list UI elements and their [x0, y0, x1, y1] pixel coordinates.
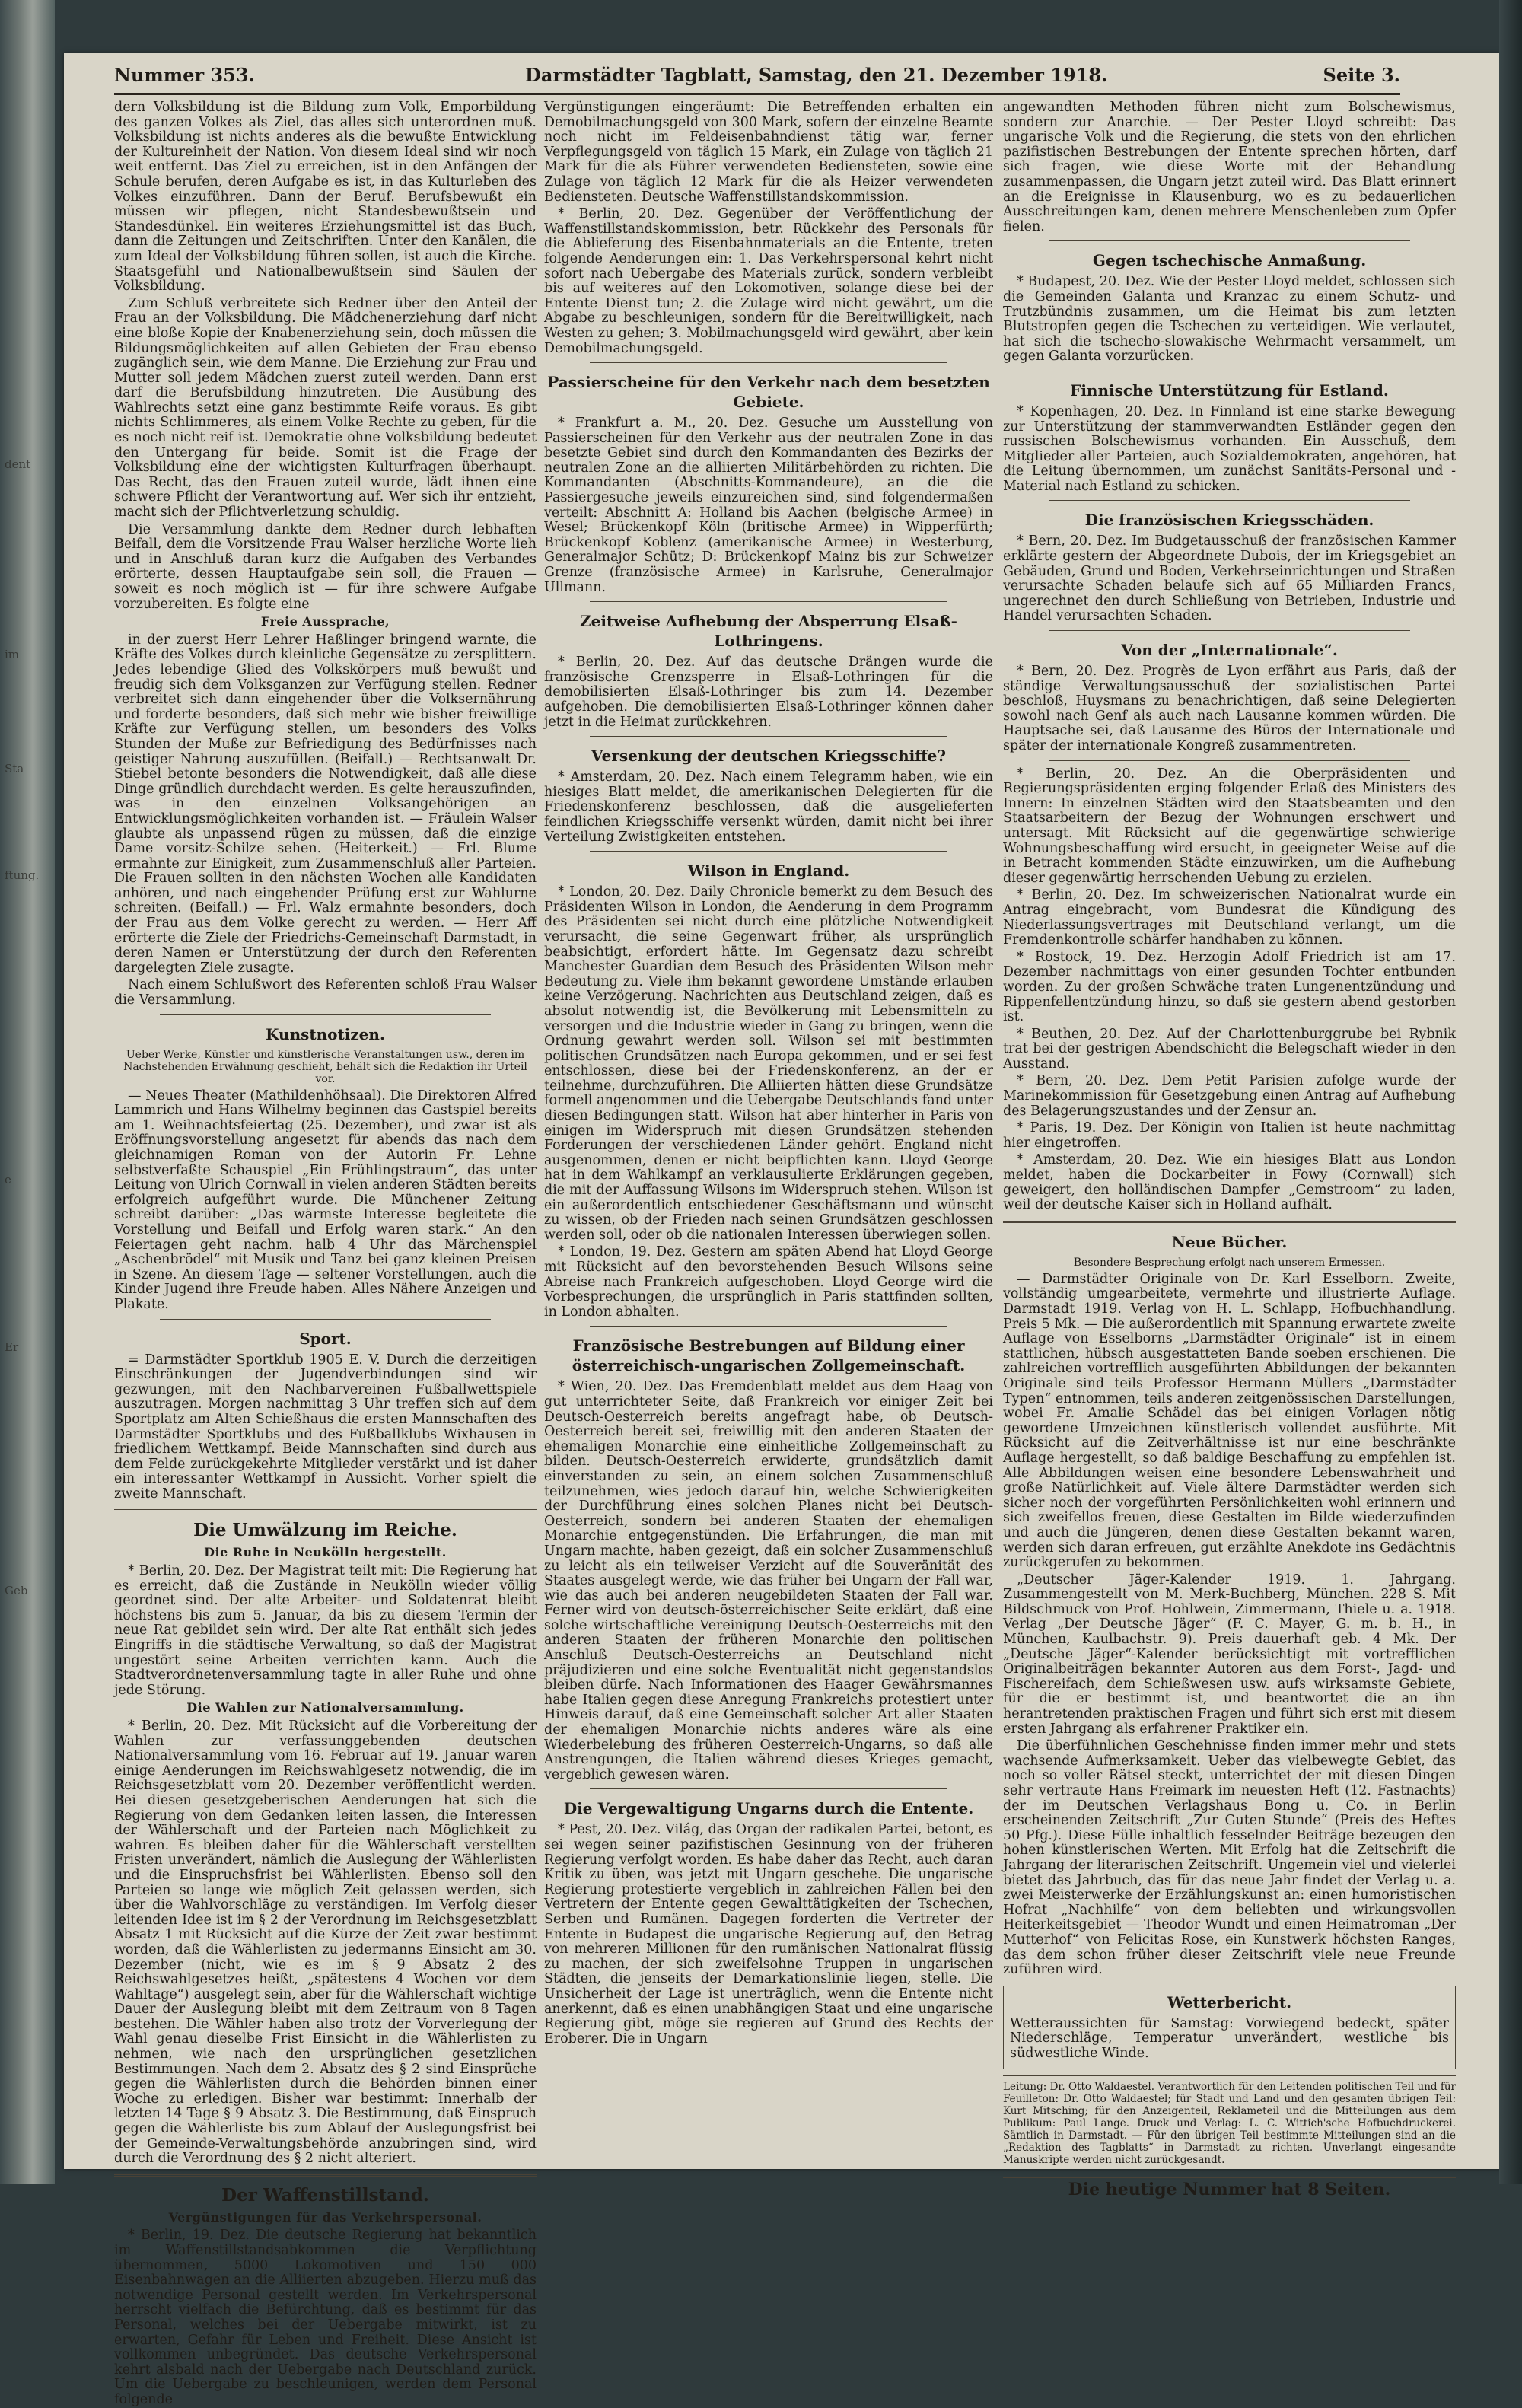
divider [590, 1788, 947, 1789]
divider [1049, 630, 1410, 631]
section-subheading: Die Ruhe in Neukölln hergestellt. [204, 1545, 447, 1560]
divider [1003, 1221, 1456, 1223]
section-heading-kriegsschaeden: Die französischen Kriegsschäden. [1084, 511, 1374, 530]
news-item: * Berlin, 20. Dez. An die Oberpräsidenten und Regierungspräsidenten erging folgender Erlaß des Ministers des Innern: In einzelnen Städten wird den Staatsbeamten und den Staatsarbeitern der Bezug der Wohnungen erschwert und untersagt. Mit Rücksicht auf die gegenwärtige schwierige Wohnungsbeschaffung wird ersucht, in geeigneter Weise auf die in Betracht kommenden Städte einzuwirken, um die Aufhebung dieser gegenwärtig herrschenden Uebung zu erzielen. [1003, 766, 1456, 886]
section-heading-ungarn: Die Vergewaltigung Ungarns durch die Entente. [563, 1799, 974, 1818]
section-subheading: Die Wahlen zur Nationalversammlung. [186, 1700, 464, 1715]
section-subheading: Freie Aussprache, [260, 614, 390, 629]
article-paragraph: * Bern, 20. Dez. Progrès de Lyon erfährt aus Paris, daß der ständige Verwaltungsausschuß der sozialistischen Partei beschloß, Huysmans zu benachrichtigen, daß seine Delegierten sowohl nach Genf als auch nach Lausanne kommen würden. Die Hauptsache sei, daß Lausanne des Büros der Internationale und später der internationale Kongreß zusammentreten. [1003, 664, 1456, 753]
article-paragraph: = Darmstädter Sportklub 1905 E. V. Durch die derzeitigen Einschränkungen der Jugendverbindungen sind wir gezwungen, mit den Nachbarvereinen Fußballwettspiele auszutragen. Morgen nachmittag 3 Uhr treffen sich auf dem Sportplatz am Alten Schießhaus die ersten Mannschaften des Darmstädter Sportklubs und des Fußballklubs Wixhausen in friedlichem Wettkampf. Beide Mannschaften sind durch aus dem Felde zurückgekehrte Mitglieder verstärkt und ist daher ein interessanter Wettkampf in Aussicht. Vorher spielt die zweite Mannschaft. [114, 1352, 537, 1502]
column-1 [114, 100, 537, 2407]
edge-fragment: im [5, 648, 20, 661]
editorial-note: Ueber Werke, Künstler und künstlerische Veranstaltungen usw., deren im Nachstehenden Erwähnung geschieht, behält sich die Redaktion ihr Urteil vor. [123, 1048, 527, 1085]
page-number: Seite 3. [1323, 64, 1400, 86]
article-paragraph: Nach einem Schlußwort des Referenten schloß Frau Walser die Versammlung. [114, 977, 537, 1008]
article-paragraph: * London, 19. Dez. Gestern am späten Abend hat Lloyd George mit Rücksicht auf den bevorstehenden Besuch Wilsons seine Abreise nach Frankreich aufgeschoben. Lloyd George wird die Vorbesprechungen, die ursprünglich in Paris stattfinden sollten, in London abhalten. [544, 1244, 993, 1320]
book-review: „Deutscher Jäger-Kalender 1919. 1. Jahrgang. Zusammengestellt von M. Merk-Buchberg, München. 228 S. Mit Bildschmuck von Prof. Hohlwein, Zimmermann, Thiele u. a. 1918. Verlag „Der Deutsche Jäger“ (F. C. Mayer, G. m. b. H., in München, Kaulbachstr. 9). Preis dauerhaft geb. 4 Mk. Der „Deutsche Jäger“-Kalender berücksichtigt mit vortrefflichen Originalbeiträgen bekannter Autoren aus dem Forst-, Jagd- und Fischereifach, dem Schießwesen usw. aufs wirksamste Gebiete, für die er bestimmt ist, und beantwortet die an ihn herantretenden praktischen Fragen und führt sich erst mit diesem ersten Jahrgang als erfahrener Praktiker ein. [1003, 1572, 1456, 1737]
article-paragraph: — Neues Theater (Mathildenhöhsaal). Die Direktoren Alfred Lammrich und Hans Wilhelmy beginnen das Gastspiel bereits am 1. Weihnachtsfeiertag (25. Dezember), und zwar ist als Eröffnungsvorstellung angesetzt für abends das nach dem gleichnamigen Roman von der Autorin Fr. Lehne selbstverfaßte Schauspiel „Ein Frühlingstraum“, das unter Leitung von Ulrich Cornwall in vielen anderen Städten bereits erfolgreich aufgeführt wurde. Die Münchener Zeitung schreibt darüber: „Das wärmste Interesse begleitete die Vorstellung und Beifall und Erfolg waren stark.“ An den Feiertagen geht nachm. halb 4 Uhr das Märchenspiel „Aschenbrödel“ mit Musik und Tanz bei ganz kleinen Preisen in Szene. An diesem Tage — seltener Vorstellungen, auch die Kinder Jugend ihre Freude haben. Alles Nähere Anzeigen und Plakate. [114, 1088, 537, 1312]
article-paragraph: in der zuerst Herr Lehrer Haßlinger bringend warnte, die Kräfte des Volkes durch kleinliche Gegensätze zu zersplittern. Jedes lebendige Glied des Volkskörpers muß bewußt und freudig sich dem Volksganzen zur Verfügung stellen. Redner verbreitet sich dann eingehender über die Volksernährung und forderte besonders, daß sich mehr wie bisher freiwillige Kräfte zur Verfügung stellen, um besonders des Volks Stunden der Muße zur Befriedigung des Bedürfnisses nach geistiger Nahrung auszufüllen. (Beifall.) — Rechtsanwalt Dr. Stiebel betonte besonders die Notwendigkeit, daß alle diese Dinge gründlich durchdacht werden. Es gelte herauszufinden, was in den einzelnen Volksangehörigen an Entwicklungsmöglichkeiten vorhanden ist. — Fräulein Walser glaubte als unpassend rügen zu müssen, daß die einzige Dame vorsitz-Schilze sehen. (Heiterkeit.) — Frl. Blume ermahnte zur Einigkeit, zum Zusammenschluß aller Parteien. Die Frauen sollten in den nächsten Wochen alle Kandidaten anhören, und nach eingehender Prüfung erst zur Wahlurne schreiten. (Beifall.) — Frl. Walz ermahnte besonders, doch der Frau aus dem Volke gerecht zu werden. — Herr Aff erörterte die Ziele der Friedrichs-Gemeinschaft Darmstadt, in deren Namen er Unterstützung der durch den Referenten dargelegten Ziele zusagte. [114, 632, 537, 976]
article-paragraph: Zum Schluß verbreitete sich Redner über den Anteil der Frau an der Volksbildung. Die Mädchenerziehung darf nicht eine bloße Kopie der Knabenerziehung sein, doch müssen die Bildungsmöglichkeiten auf allen Gebieten der Frau ebenso zugänglich sein, wie dem Manne. Die Erziehung zur Frau und Mutter soll jedem Mädchen zuerst zuteil werden. Dann erst darf die Berufsbildung hinzutreten. Die Ausübung des Wahlrechts setzt eine ganz bestimmte Reife voraus. Es gibt nichts Schlimmeres, als einem Volke Rechte zu geben, für die es noch nicht reif ist. Demokratie ohne Volksbildung bedeutet den Untergang für beide. Somit ist die Frage der Volksbildung eine der wichtigsten Kulturfragen überhaupt. Das Recht, das den Frauen zuteil wurde, lädt ihnen eine schwere Pflicht der Verantwortung auf. Wer sich ihr entzieht, macht sich der Pflichtverletzung schuldig. [114, 295, 537, 521]
article-paragraph: * Berlin, 20. Dez. Der Magistrat teilt mit: Die Regierung hat es erreicht, daß die Zustände in Neukölln wieder völlig geordnet sind. Der alte Arbeiter- und Soldatenrat bleibt höchstens bis zum 5. Januar, da bis zu diesem Termin der neue Rat gebildet sein wird. Der alte Rat enthält sich jedes Eingriffs in die städtische Verwaltung, so daß der Magistrat ungestört seine Arbeiten verrichten kann. Auch die Stadtverordnetenversammlung tagte in aller Ruhe und ohne jede Störung. [114, 1563, 537, 1698]
divider [590, 851, 947, 852]
weather-text: Wetteraussichten für Samstag: Vorwiegend bedeckt, später Niederschläge, Temperatur unverändert, westliche bis südwestliche Winde. [1010, 2015, 1449, 2061]
article-paragraph: * Berlin, 20. Dez. Gegenüber der Veröffentlichung der Waffenstillstandskommission, betr. Rückkehr des Personals für die Ablieferung des Eisenbahnmaterials an die Entente, treten folgende Aenderungen ein: 1. Das Verkehrspersonal kehrt nicht sofort nach Uebergabe des Materials zurück, sondern verbleibt bis auf weiteres auf den Lokomotiven, solange diese bei der Entente Dienst tun; 2. die Zulage wird nicht gewährt, um die Abgabe zu beschleunigen, sondern für die Bereitwilligkeit, nach Westen zu gehen; 3. Mobilmachungsgeld wird gewährt, aber kein Demobilmachungsgeld. [544, 206, 993, 356]
section-heading-internationale: Von der „Internationale“. [1121, 641, 1338, 660]
section-heading-kriegsschiffe: Versenkung der deutschen Kriegsschiffe? [591, 747, 947, 766]
issue-number: Nummer 353. [114, 64, 255, 86]
adjacent-page-edge [0, 0, 55, 2184]
edge-fragment: Er [5, 1340, 19, 1354]
edge-fragment: Geb [5, 1584, 28, 1597]
divider [160, 1014, 491, 1015]
news-item: * Paris, 19. Dez. Der Königin von Italien ist heute nachmittag hier eingetroffen. [1003, 1120, 1456, 1151]
article-paragraph: * Berlin, 20. Dez. Mit Rücksicht auf die Vorbereitung der Wahlen zur verfassunggebenden deutschen Nationalversammlung vom 16. Februar auf 19. Januar waren einige Aenderungen im Reichswahlgesetz notwendig, die im Reichsgesetzblatt vom 20. Dezember veröffentlicht werden. Bei diesen gesetzgeberischen Aenderungen hat sich die Regierung von dem Gedanken leiten lassen, die Interessen der Wählerschaft und der Parteien nach Möglichkeit zu wahren. Es bleiben daher für die Wählerschaft verstellten Fristen unverändert, nämlich die Auslegung der Wählerlisten und die Einspruchsfrist bei Wählerlisten. Ebenso soll den Parteien so lange wie möglich Zeit gelassen werden, sich über die Wahlvorschläge zu verständigen. Im Verfolg dieser leitenden Idee ist im § 2 der Verordnung im Reichsgesetzblatt Absatz 1 mit Rücksicht auf die Kürze der Zeit zwar bestimmt worden, daß die Wählerlisten zu jedermanns Einsicht am 30. Dezember (nicht, wie es im § 9 Absatz 2 des Reichswahlgesetzes heißt, „spätestens 4 Wochen vor dem Wahltage“) ausgelegt sein, aber für die Wählerschaft wichtige Dauer der Auslegung bleibt mit dem Zeitraum von 8 Tagen bestehen. Die Wähler haben also trotz der Vorverlegung der Wahl genau dieselbe Frist Einsicht in die Wählerlisten zu nehmen, wie nach den ursprünglichen gesetzlichen Bestimmungen. Nach dem 2. Absatz des § 2 sind Einsprüche gegen die Wählerlisten durch die Behörden binnen einer Woche zu erledigen. Bisher war bestimmt: Innerhalb der letzten 14 Tage § 9 Absatz 3. Die Bestimmung, daß Einspruch gegen die Wählerliste bis zum Ablauf der Auslegungsfrist bei der Gemeinde-Verwaltungsbehörde anzubringen sind, wird durch die Verordnung des § 2 nicht alteriert. [114, 1718, 537, 2167]
article-paragraph: dern Volksbildung ist die Bildung zum Volk, Emporbildung des ganzen Volkes als Ziel, das alles sich unterordnen muß. Volksbildung ist nichts anderes als die bewußte Entwicklung der Kultureinheit der Nation. Von diesem Ideal sind wir noch weit entfernt. Das Ziel zu erreichen, ist in den Anfängen der Schule berufen, deren Aufgabe es ist, in das Kulturleben des Volkes einzuführen. Dann der Beruf. Berufsbewußt ein müssen wir pflegen, nicht Standesbewußtsein und Standesdünkel. Ein weiteres Erziehungsmittel ist das Buch, dann die Zeitungen und Zeitschriften. Unter den Kanälen, die zum Ideal der Volksbildung führen sollen, ist auch die Kirche. Staatsgefühl und Nationalbewußtsein sind Säulen der Volksbildung. [114, 100, 537, 295]
news-item: * Beuthen, 20. Dez. Auf der Charlottenburggrube bei Rybnik trat bei der gestrigen Abendschicht die Belegschaft wieder in den Ausstand. [1003, 1026, 1456, 1072]
news-item: * Rostock, 19. Dez. Herzogin Adolf Friedrich ist am 17. Dezember nachmittags von einer gesunden Tochter entbunden worden. Zu der großen Schwäche traten Lungenentzündung und Rippenfellentzündung hinzu, so daß sie gestern abend gestorben ist. [1003, 949, 1456, 1025]
article-paragraph: * Kopenhagen, 20. Dez. In Finnland ist eine starke Bewegung zur Unterstützung der stammverwandten Estländer gegen den russischen Bolschewismus vorhanden. Ein Ausschuß, dem Mitglieder aller Parteien, auch Sozialdemokraten, angehören, hat die Leitung übernommen, um zunächst Sanitäts-Personal und -Material nach Estland zu schicken. [1003, 403, 1456, 494]
page-header [114, 59, 1400, 95]
section-heading-wilson: Wilson in England. [687, 862, 850, 881]
section-heading-passierscheine: Passierscheine für den Verkehr nach dem besetzten Gebiete. [547, 373, 990, 412]
article-paragraph: * Berlin, 20. Dez. Auf das deutsche Drängen wurde die französische Grenzsperre in Elsaß-Lothringen für die demobilisierten Elsaß-Lothringer bis zum 14. Dezember aufgehoben. Die demobilisierten Elsaß-Lothringer können daher jetzt in die Heimat zurückkehren. [544, 655, 993, 730]
section-heading-waffenstillstand: Der Waffenstillstand. [221, 2184, 429, 2206]
article-paragraph: * Amsterdam, 20. Dez. Nach einem Telegramm haben, wie ein hiesiges Blatt meldet, die amerikanischen Delegierten für die Friedenskonferenz beschlossen, daß die ausgelieferten feindlichen Kriegsschiffe versenkt würden, damit nicht bei ihrer Verteilung Zwistigkeiten entstehen. [544, 769, 993, 845]
article-paragraph: * Bern, 20. Dez. Im Budgetausschuß der französischen Kammer erklärte gestern der Abgeordnete Dubois, der im Kriegsgebiet an Gebäuden, Grund und Boden, Verkehrseinrichtungen und Straßen verursachte Schaden belaufe sich auf 65 Milliarden Francs, ungerechnet den durch Schließung von Betrieben, Industrie und Handel verursachten Schaden. [1003, 534, 1456, 624]
article-paragraph: Die Versammlung dankte dem Redner durch lebhaften Beifall, dem die Vorsitzende Frau Walser herzliche Worte lieh und in Anschluß daran kurz die Aufgaben des Verbandes erörterte, dessen Hauptaufgabe sein soll, die Frauen — soweit es noch möglich ist — für ihre schwere Aufgabe vorzubereiten. Es folgte eine [114, 521, 537, 612]
section-heading-wetter: Wetterbericht. [1167, 1992, 1292, 2011]
divider [590, 362, 947, 363]
edge-fragment: ftung. [5, 868, 40, 882]
edge-fragment: e [5, 1173, 11, 1186]
editorial-note: Besondere Besprechung erfolgt nach unserem Ermessen. [1073, 1256, 1386, 1269]
section-heading-elsass: Zeitweise Aufhebung der Absperrung Elsaß-Lothringens. [580, 612, 957, 651]
divider [590, 736, 947, 737]
news-item: * Amsterdam, 20. Dez. Wie ein hiesiges Blatt aus London meldet, haben die Dockarbeiter in Fowy (Cornwall) sich geweigert, den holländischen Dampfer „Gemstroom“ zu laden, weil der deutsche Kaiser sich in Holland aufhält. [1003, 1152, 1456, 1213]
book-review: Die überfühnlichen Geschehnisse finden immer mehr und stets wachsende Aufmerksamkeit. Ueber das vielbewegte Gebiet, das noch so voller Rätsel steckt, unterrichtet der mit diesen Dingen sehr vertraute Hans Freimark im neuesten Heft (12. Fastnachts) der im Deutschen Verlagshaus Bong u. Co. in Berlin erscheinenden Zeitschrift „Zur Guten Stunde“ (Preis des Heftes 50 Pfg.). Diese Fülle inhaltlich fesselnder Beiträge bezeugen den hohen künstlerischen Werten. Mit Erfolg hat die Zeitschrift die Jahrgang der literarischen Zeitschrift. Ungemein viel und vielerlei bietet das Jahrbuch, das für das neue Jahr findet der Verlag u. a. zwei Meisterwerke der Erzählungskunst an: einen humoristischen Hofrat „Nachhilfe“ von dem beliebten und wirkungsvollen Heiterkeitsgebiet — Theodor Wundt und einen Heimatroman „Der Mutterhof“ von Felicitas Rose, ein Kunstwerk höchsten Ranges, das dem schon früher dieser Zeitschrift viele neue Freunde zuführen wird. [1003, 1738, 1456, 1978]
section-subheading: Vergünstigungen für das Verkehrspersonal. [168, 2209, 482, 2225]
article-paragraph: * Frankfurt a. M., 20. Dez. Gesuche um Ausstellung von Passierscheinen für den Verkehr aus der neutralen Zone in das besetzte Gebiet sind durch den Kommandanten des Bezirks der neutralen Zone an die alliierten Militärbehörden zu richten. Die Kommandanten (Abschnitts-Kommandeure), an die die Passiergesuche jeweils einzureichen sind, sind folgendermaßen verteilt: Abschnitt A: Holland bis Aachen (belgische Armee) in Wesel; Brückenkopf Köln (britische Armee) in Wipperfürth; Brückenkopf Koblenz (amerikanische Armee) in Westerburg, Generalmajor Schütz; D: Brückenkopf Mainz bis zur Schweizer Grenze (französische Armee) in Karlsruhe, Generalmajor Ullmann. [544, 416, 993, 595]
article-paragraph: * Pest, 20. Dez. Világ, das Organ der radikalen Partei, betont, es sei wegen seiner pazifistischen Gesinnung von der früheren Regierung verfolgt worden. Es habe daher das Recht, auch daran Kritik zu üben, was jetzt mit Ungarn geschehe. Die ungarische Regierung protestierte vergeblich in zahlreichen Fällen bei den Vertretern der Entente gegen Gewalttätigkeiten der Tschechen, Serben und Rumänen. Dagegen forderten die Vertreter der Entente in Budapest die ungarische Regierung auf, den Betrag von mehreren Millionen für den rumänischen Nationalrat flüssig zu machen, der sich zweifelsohne Truppen in ungarischen Städten, die jenseits der Demarkationslinie liegen, stelle. Die Unsicherheit der Lage ist unerträglich, wenn die Entente nicht anerkennt, daß es einen unabhängigen Staat und eine ungarische Regierung gibt, möge sie regieren auf Grund des Rechts der Eroberer. Die in Ungarn [544, 1822, 993, 2046]
divider [590, 601, 947, 602]
divider [1049, 500, 1410, 501]
section-heading-umwaelzung: Die Umwälzung im Reiche. [193, 1520, 457, 1541]
article-paragraph: angewandten Methoden führen nicht zum Bolschewismus, sondern zur Anarchie. — Der Pester Lloyd schreibt: Das ungarische Volk und die Regierung, die stets von den ehrlichen pazifistischen Bestrebungen der Entente sprechen hörten, darf sich fragen, wie diese Worte mit der Behandlung zusammenpassen, die Ungarn jetzt zuteil wird. Das Blatt erinnert an die Ereignisse in Klausenburg, wo es zu bedauerlichen Ausschreitungen kam, denen mehrere Menschenleben zum Opfer fielen. [1003, 100, 1456, 234]
column-2 [544, 100, 993, 2079]
divider [590, 1326, 947, 1327]
article-paragraph: * Wien, 20. Dez. Das Fremdenblatt meldet aus dem Haag von gut unterrichteter Seite, daß Frankreich vor einiger Zeit bei Deutsch-Oesterreich bereits angefragt habe, ob Deutsch-Oesterreich bereit sei, freiwillig mit den anderen Staaten der ehemaligen Monarchie eine einheitliche Zollgemeinschaft zu bilden. Deutsch-Oesterreich erwiderte, grundsätzlich damit einverstanden zu sein, an einem solchen Zusammenschluß teilzunehmen, wies jedoch darauf hin, welche Schwierigkeiten der Durchführung eines solchen Planes nicht bei Deutsch-Oesterreich, sondern bei anderen Staaten der ehemaligen Monarchie entgegenstünden. Die Erfahrungen, die man mit Ungarn machte, haben gezeigt, daß ein solcher Zusammenschluß zu leicht als ein teilweiser Verzicht auf die Souveränität des Staates ausgelegt werde, wie das früher bei Ungarn der Fall war, wie das auch bei anderen neugebildeten Staaten der Fall war. Ferner wird von deutsch-österreichischer Seite erklärt, daß eine solche wirtschaftliche Vereinigung Deutsch-Oesterreichs mit den anderen Staaten der früheren Monarchie den politischen Anschluß Deutsch-Oesterreichs an Deutschland nicht präjudizieren und eine solche Eventualität nicht gegenstandslos bleiben dürfe. Nach Informationen des Haager Gewährsmannes habe Italien gegen diese Anregung Frankreichs protestiert unter Hinweis darauf, daß eine Gemeinschaft solcher Art aller Staaten der ehemaligen Monarchie nichts anderes wäre als eine Wiederbelebung des früheren Oesterreich-Ungarns, so daß alle Anstrengungen, die Italien während dieses Krieges gemacht, vergeblich gewesen wären. [544, 1379, 993, 1782]
section-heading-zollgemeinschaft: Französische Bestrebungen auf Bildung einer österreichisch-ungarischen Zollgemeinschaft. [572, 1336, 966, 1375]
article-paragraph: * Berlin, 19. Dez. Die deutsche Regierung hat bekanntlich im Waffenstillstandsabkommen die Verpflichtung übernommen, 5000 Lokomotiven und 150 000 Eisenbahnwagen an die Alliierten abzugeben. Hierzu muß das notwendige Personal gestellt werden. Im Verkehrspersonal herrscht vielfach die Befürchtung, daß es bestimmt für das Personal, welches bei der Uebergabe mitwirkt, ist zu erwarten, Gefahr für Leben und Freiheit. Diese Ansicht ist vollkommen unbegründet. Das deutsche Verkehrspersonal kehrt alsbald nach der Uebergabe nach Deutschland zurück. Um die Uebergabe zu beschleunigen, werden dem Personal folgende [114, 2228, 537, 2407]
edge-fragment: dent [5, 457, 31, 471]
article-paragraph: * London, 20. Dez. Daily Chronicle bemerkt zu dem Besuch des Präsidenten Wilson in London, die Aenderung in dem Programm des Präsidenten sei nicht durch eine plötzliche Notwendigkeit verursacht, die seine Gegenwart früher, als ursprünglich beabsichtigt, erfordert hätte. Im Gegensatz dazu schreibt Manchester Guardian dem Besuch des Präsidenten Wilson mehr Bedeutung zu. Viele ihm bekannt gewordene Umstände erlauben keine Verzögerung. Nachrichten aus Deutschland zeigen, daß es absolut notwendig ist, die Bevölkerung mit Lebensmitteln zu versorgen und die Industrie wieder in Gang zu bringen, wenn die Ordnung gewahrt werden soll. Wilson sei mit bestimmten politischen Grundsätzen nach Europa gekommen, und er sei fest entschlossen, diese bei der Friedenskonferenz, an der er teilnehme, durchzuführen. Die Alliierten hätten diese Grundsätze formell angenommen und die Uebergabe Deutschlands fand unter diesen Bedingungen statt. Wilson hat aber hinterher in Paris von einigen im Widerspruch mit diesen Grundsätzen stehenden Forderungen der verschiedenen Länder gehört. England nicht ausgenommen, denen er nicht beipflichten kann. Lloyd George hat in dem Wahlkampf an verklausulierte Erklärungen gegeben, die mit der Auffassung Wilsons im Widerspruch stehen. Wilson ist ein außerordentlich entschiedener Geschäftsmann und wünscht zu wissen, ob der Frieden nach seinen Grundsätzen geschlossen werden soll, oder ob die nationalen Interessen überwiegen sollen. [544, 884, 993, 1243]
divider [1049, 760, 1410, 761]
divider [114, 1509, 537, 1511]
divider [114, 2174, 537, 2177]
column-3 [1003, 100, 1456, 2199]
section-heading-neue-buecher: Neue Bücher. [1171, 1232, 1288, 1251]
article-paragraph: Vergünstigungen eingeräumt: Die Betreffenden erhalten ein Demobilmachungsgeld von 300 Mark, sofern der einzelne Beamte noch nicht im Feldeisenbahndienst tätig war, ferner Verpflegungsgeld von täglich 15 Mark, ein Zulage von täglich 21 Mark für die als Führer verwendeten Bediensteten, sowie eine Zulage von täglich 12 Mark für die als Heizer verwendeten Bediensteten. Deutsche Waffenstillstandskommission. [544, 100, 993, 205]
newspaper-title-date: Darmstädter Tagblatt, Samstag, den 21. Dezember 1918. [525, 64, 1108, 86]
imprint: Leitung: Dr. Otto Waldaestel. Verantwortlich für den Leitenden politischen Teil und für Feuilleton: Dr. Otto Waldaestel; für Stadt und Land und den gesamten übrigen Teil: Kurt Mitsching; für den Anzeigenteil, Reklameteil und die Mitteilungen aus dem Publikum: Paul Lange. Druck und Verlag: L. C. Wittich'sche Hofbuchdruckerei. Sämtlich in Darmstadt. — Für den übrigen Teil bestimmte Mitteilungen sind an die „Redaktion des Tagblatts“ in Darmstadt zu richten. Unverlangt eingesandte Manuskripte werden nicht zurückgesandt. [1003, 2075, 1456, 2166]
section-heading-kunst: Kunstnotizen. [266, 1024, 385, 1043]
divider [1049, 240, 1410, 241]
article-paragraph: * Budapest, 20. Dez. Wie der Pester Lloyd meldet, schlossen sich die Gemeinden Galanta und Kranzac zu einem Schutz- und Trutzbündnis zusammen, um die Heimat bis zum letzten Blutstropfen gegen die Tschechen zu verteidigen. Wie verlautet, hat sich die tschecho-slowakische Wehrmacht versammelt, um gegen Galanta vorzurücken. [1003, 274, 1456, 365]
binder-edge [1499, 0, 1522, 2184]
book-review: — Darmstädter Originale von Dr. Karl Esselborn. Zweite, vollständig umgearbeitete, vermehrte und illustrierte Auflage. Darmstadt 1919. Verlag von H. L. Schlapp, Hofbuchhandlung. Preis 5 Mk. — Die außerordentlich mit Spannung erwartete zweite Auflage von Esselborns „Darmstädter Originale“ ist in einem stattlichen, hübsch ausgestatteten Bande soeben erschienen. Die zahlreichen vortrefflich ausgeführten Abbildungen der bekannten Originale sind teils Professor Hermann Müllers „Darmstädter Typen“ entnommen, teils anderen zeitgenössischen Darstellungen, wobei Fr. Amalie Schädel das bei einigen Vorlagen nötig gewordene Umzeichnen künstlerisch vollendet ausführte. Mit Rücksicht auf die Zeitverhältnisse ist nur eine beschränkte Auflage hergestellt, so daß baldige Beschaffung zu empfehlen ist. Alle Abbildungen weisen eine besondere Lebenswahrheit und große Natürlichkeit auf. Viele ältere Darmstädter werden sich sicher noch der vorgeführten Persönlichkeiten wohl erinnern und sich zweifellos freuen, diese Gestalten im Bilde wiederzufinden und auch die Jüngeren, denen diese Gestalten bekannt waren, werden sich daran erfreuen, gut erzählte Anekdote ins Gedächtnis zurückgerufen zu bekommen. [1003, 1271, 1456, 1571]
news-item: * Berlin, 20. Dez. Im schweizerischen Nationalrat wurde ein Antrag eingebracht, vom Bundesrat die Kündigung des Niederlassungsvertrages mit Deutschland verlangt, um die Fremdenkontrolle schärfer handhaben zu können. [1003, 887, 1456, 948]
divider [160, 1319, 491, 1320]
page-count-note: Die heutige Nummer hat 8 Seiten. [1003, 2177, 1456, 2198]
section-heading-tschechisch: Gegen tschechische Anmaßung. [1092, 251, 1367, 270]
edge-fragment: Sta [5, 762, 24, 776]
news-item: * Bern, 20. Dez. Dem Petit Parisien zufolge wurde der Marinekommission für Gesetzgebung einen Antrag auf Aufhebung des Belagerungszustandes und der Zensur an. [1003, 1073, 1456, 1119]
section-heading-sport: Sport. [299, 1329, 352, 1348]
section-heading-estland: Finnische Unterstützung für Estland. [1070, 381, 1389, 400]
weather-report [1003, 1986, 1456, 2069]
